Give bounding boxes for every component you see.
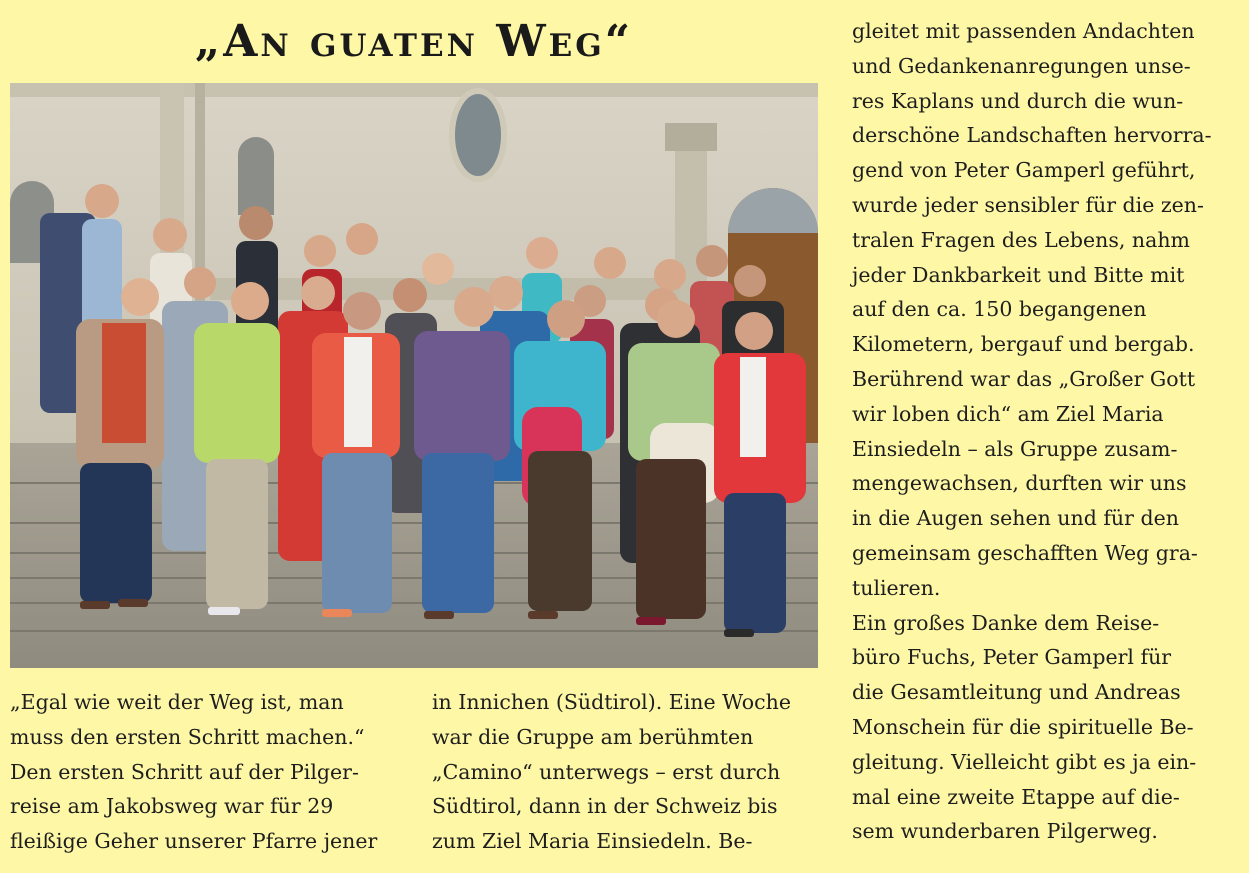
text-line: wurde jeder sensibler für die zen-	[852, 192, 1204, 217]
text-line: Kilometern, bergauf und bergab.	[852, 332, 1195, 357]
text-column-2	[432, 685, 818, 859]
text-line: zum Ziel Maria Einsiedeln. Be-	[432, 829, 753, 854]
article-title: „An guaten Weg“	[194, 15, 634, 67]
paragraph	[852, 606, 1242, 850]
text-line: Einsiedeln – als Gruppe zusam-	[852, 436, 1178, 461]
text-line: mengewachsen, durften wir uns	[852, 471, 1187, 496]
text-line: mal eine zweite Etappe auf die-	[852, 784, 1180, 809]
group-photo	[10, 83, 818, 668]
text-line: die Gesamtleitung und Andreas	[852, 680, 1181, 705]
text-line: gemeinsam geschafften Weg gra-	[852, 540, 1198, 565]
text-line: gend von Peter Gamperl geführt,	[852, 158, 1196, 183]
text-line: Monschein für die spirituelle Be-	[852, 714, 1194, 739]
text-line: tulieren.	[852, 575, 941, 600]
text-column-3	[852, 14, 1242, 849]
text-line: Berührend war das „Großer Gott	[852, 366, 1196, 391]
text-line: jeder Dankbarkeit und Bitte mit	[852, 262, 1185, 287]
text-line: res Kaplans und durch die wun-	[852, 88, 1184, 113]
text-line: Südtirol, dann in der Schweiz bis	[432, 794, 778, 819]
text-line: muss den ersten Schritt machen.“	[10, 724, 365, 749]
text-line: büro Fuchs, Peter Gamperl für	[852, 645, 1172, 670]
text-column-1	[10, 685, 400, 859]
text-line: Den ersten Schritt auf der Pilger-	[10, 759, 359, 784]
paragraph	[852, 14, 1242, 606]
text-line: gleitung. Vielleicht gibt es ja ein-	[852, 749, 1197, 774]
text-line: Ein großes Danke dem Reise-	[852, 610, 1160, 635]
text-line: wir loben dich“ am Ziel Maria	[852, 401, 1164, 426]
text-line: und Gedankenanregungen unse-	[852, 53, 1191, 78]
text-line: auf den ca. 150 begangenen	[852, 297, 1147, 322]
text-line: gleitet mit passenden Andachten	[852, 19, 1195, 43]
text-line: war die Gruppe am berühmten	[432, 724, 754, 749]
text-line: „Camino“ unterwegs – erst durch	[432, 759, 781, 784]
text-line: tralen Fragen des Lebens, nahm	[852, 227, 1190, 252]
text-line: „Egal wie weit der Weg ist, man	[10, 690, 344, 714]
text-line: in die Augen sehen und für den	[852, 506, 1179, 531]
text-line: fleißige Geher unserer Pfarre jener	[10, 829, 378, 854]
text-line: derschöne Landschaften hervorra-	[852, 123, 1212, 148]
text-line: sem wunderbaren Pilgerweg.	[852, 819, 1158, 844]
text-line: in Innichen (Südtirol). Eine Woche	[432, 690, 791, 714]
text-line: reise am Jakobsweg war für 29	[10, 794, 334, 819]
